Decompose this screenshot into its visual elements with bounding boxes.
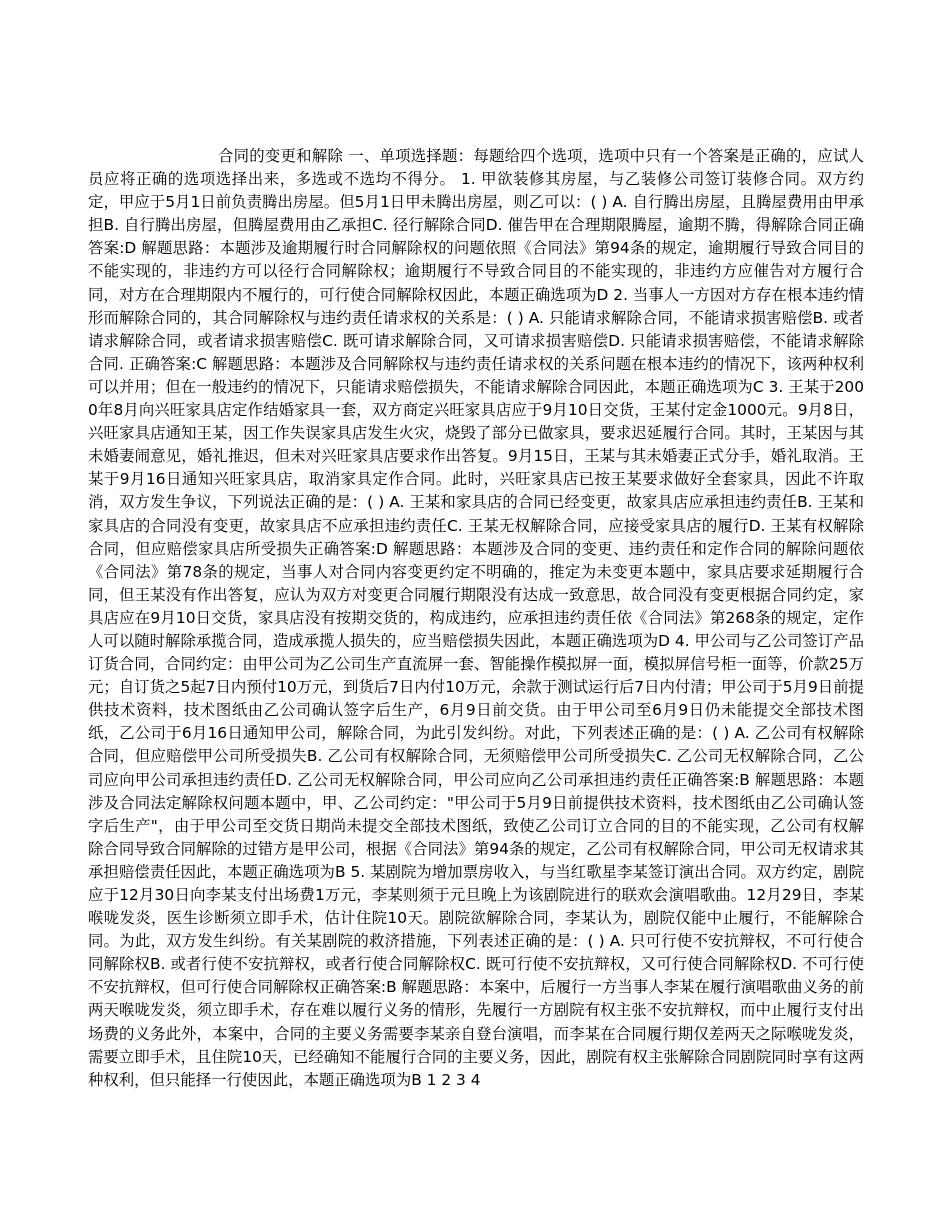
document-body-text: 合同的变更和解除 一、单项选择题：每题给四个选项，选项中只有一个答案是正确的，应试人员应将正确的选项选择出来，多选或不选均不得分。 1. 甲欲装修其房屋，与乙装修公司签订装修合同。双方约定，甲应于5月1日前负责腾出房屋。但5月1日甲未腾出房屋，则乙可以：( ) A. 自行腾出房屋，且腾屋费用由甲承担B. 自行腾出房屋，但腾屋费用由乙承担C. 径行解除合同D. 催告甲在合理期限腾屋，逾期不腾，得解除合同正确答案:D 解题思路：本题涉及逾期履行时合同解除权的问题依照《合同法》第94条的规定，逾期履行导致合同目的不能实现的，非违约方可以径行合同解除权；逾期履行不导致合同目的不能实现的，非违约方应催告对方履行合同，对方在合理期限内不履行的，可行使合同解除权因此，本题正确选项为D 2. 当事人一方因对方存在根本违约情形而解除合同的，其合同解除权与违约责任请求权的关系是：( ) A. 只能请求解除合同，不能请求损害赔偿B. 或者请求解除合同，或者请求损害赔偿C. 既可请求解除合同，又可请求损害赔偿D. 只能请求损害赔偿，不能请求解除合同. 正确答案:C 解题思路：本题涉及合同解除权与违约责任请求权的关系问题在根本违约的情况下，该两种权利可以并用；但在一般违约的情况下，只能请求赔偿损失，不能请求解除合同因此，本题正确选项为C 3. 王某于2000年8月向兴旺家具店定作结婚家具一套，双方商定兴旺家具店应于9月10日交货，王某付定金1000元。9月8日，兴旺家具店通知王某，因工作失误家具店发生火灾，烧毁了部分已做家具，要求迟延履行合同。其时，王某因与其未婚妻闹意见，婚礼推迟，但未对兴旺家具店要求作出答复。9月15日，王某与其未婚妻正式分手，婚礼取消。王某于9月16日通知兴旺家具店，取消家具定作合同。此时，兴旺家具店已按王某要求做好全套家具，因此不许取消，双方发生争议，下列说法正确的是：( ) A. 王某和家具店的合同已经变更，故家具店应承担违约责任B. 王某和家具店的合同没有变更，故家具店不应承担违约责任C. 王某无权解除合同，应接受家具店的履行D. 王某有权解除合同，但应赔偿家具店所受损失正确答案:D 解题思路：本题涉及合同的变更、违约责任和定作合同的解除问题依《合同法》第78条的规定，当事人对合同内容变更约定不明确的，推定为未变更本题中，家具店要求延期履行合同，但王某没有作出答复，应认为双方对变更合同履行期限没有达成一致意思，故合同没有变更根据合同约定，家具店应在9月10日交货，家具店没有按期交货的，构成违约，应承担违约责任依《合同法》第268条的规定，定作人可以随时解除承揽合同，造成承揽人损失的，应当赔偿损失因此，本题正确选项为D 4. 甲公司与乙公司签订产品订货合同，合同约定：由甲公司为乙公司生产直流屏一套、智能操作模拟屏一面，模拟屏信号柜一面等，价款25万元；自订货之5起7日内预付10万元，到货后7日内付10万元，余款于测试运行后7日内付清；甲公司于5月9日前提供技术资料，技术图纸由乙公司确认签字后生产，6月9日前交货。由于甲公司至6月9日仍未能提交全部技术图纸，乙公司于6月16日通知甲公司，解除合同，为此引发纠纷。对此，下列表述正确的是：( ) A. 乙公司有权解除合同，但应赔偿甲公司所受损失B. 乙公司有权解除合同，无须赔偿甲公司所受损失C. 乙公司无权解除合同，乙公司应向甲公司承担违约责任D. 乙公司无权解除合同，甲公司应向乙公司承担违约责任正确答案:B 解题思路：本题涉及合同法定解除权问题本题中，甲、乙公司约定："甲公司于5月9日前提供技术资料，技术图纸由乙公司确认签字后生产"，由于甲公司至交货日期尚未提交全部技术图纸，致使乙公司订立合同的目的不能实现，乙公司有权解除合同导致合同解除的过错方是甲公司，根据《合同法》第94条的规定，乙公司有权解除合同，甲公司无权请求其承担赔偿责任因此，本题正确选项为B 5. 某剧院为增加票房收入，与当红歌星李某签订演出合同。双方约定，剧院应于12月30日向李某支付出场费1万元，李某则须于元旦晚上为该剧院进行的联欢会演唱歌曲。12月29日，李某喉咙发炎，医生诊断须立即手术，估计住院10天。剧院欲解除合同，李某认为，剧院仅能中止履行，不能解除合同。为此，双方发生纠纷。有关某剧院的救济措施，下列表述正确的是：( ) A. 只可行使不安抗辩权，不可行使合同解除权B. 或者行使不安抗辩权，或者行使合同解除权C. 既可行使不安抗辩权，又可行使合同解除权D. 不可行使不安抗辩权，但可行使合同解除权正确答案:B 解题思路：本案中，后履行一方当事人李某在履行演唱歌曲义务的前两天喉咙发炎，须立即手术，存在难以履行义务的情形，先履行一方剧院有权主张不安抗辩权，而中止履行支付出场费的义务此外，本案中，合同的主要义务需要李某亲自登台演唱，而李某在合同履行期仅差两天之际喉咙发炎，需要立即手术，且住院10天，已经确知不能履行合同的主要义务，因此，剧院有权主张解除合同剧院同时享有这两种权利，但只能择一行使因此，本题正确选项为B 1 2 3 4 [88, 147, 864, 1089]
